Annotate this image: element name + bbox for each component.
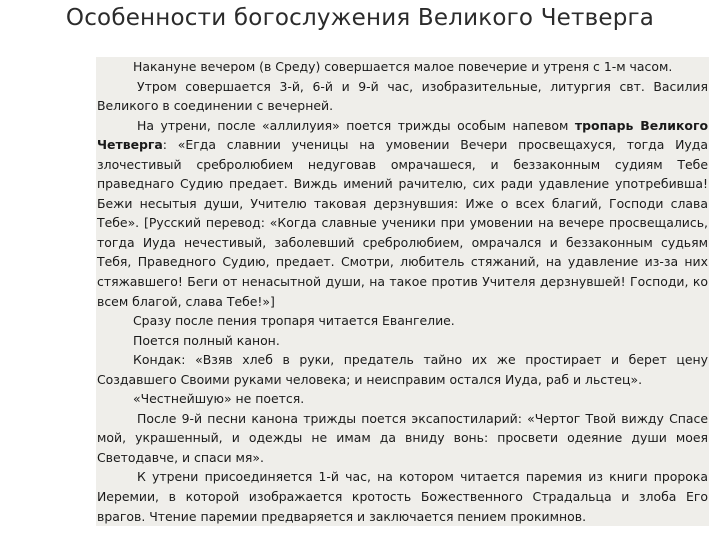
troparion-heading: тропарь Великого Четверга [97, 117, 708, 153]
paragraph-gospel: Сразу после пения тропаря читается Евангелие. [133, 313, 455, 329]
troparion-text: : «Егда славнии ученицы на умовении Вечери просвещахуся, тогда Иуда злочестивый сребролюбием недуговав омрачашеся, и беззаконным судиям Тебе праведнаго Судию предает. Виждь имений рачителю, сих ради удавление употребивша! Бежи несытыя души, Учителю таковая дерзнувшия: Иже о всех благий, Господи слава Тебе». [Русский перевод: «Когда славные ученики при умовении на вечере просвещались, тогда Иуда нечестивый, заболевший сребролюбием, омрачался и беззаконным судьям Тебя, Праведного Судию, предает. Смотри, любитель стяжаний, на удавление из-за них стяжавшего! Беги от ненасытной души, на такое против Учителя дерзнувшей! Господи, ко всем благой, слава Тебе!»] [97, 137, 708, 309]
paragraph-troparion [97, 116, 708, 311]
paragraph-evening: Накануне вечером (в Среду) совершается малое повечерие и утреня с 1-м часом. [133, 59, 673, 74]
troparion-intro: На утрени, после «аллилуия» поется трижды особым напевом [137, 117, 575, 133]
paragraph-kontakion: Кондак: «Взяв хлеб в руки, предатель тайно их же простирает и берет цену Создавшего Своими руками человека; и неисправим остался Иуда, раб и льстец». [97, 352, 708, 387]
paragraph-magnificat: «Честнейшую» не поется. [133, 391, 305, 407]
paragraph-canon: Поется полный канон. [133, 332, 280, 348]
slide-title: Особенности богослужения Великого Четверга [65, 5, 655, 31]
paragraph-first-hour: К утрени присоединяется 1-й час, на котором читается паремия из книги пророка Иеремии, в которой изображается кротость Божественного Страдальца и злоба Его врагов. Чтение паремии предваряется и заключается пением прокимнов. [97, 469, 708, 524]
paragraph-exapostilarion: После 9-й песни канона трижды поется эксапостиларий: «Чертог Твой вижду Спасе мой, украшенный, и одежды не имам да вниду вонь: просвети одеяние души моея Светодавче, и спаси мя». [97, 410, 708, 465]
text-body [96, 57, 709, 526]
paragraph-morning-hours: Утром совершается 3-й, 6-й и 9-й час, изобразительные, литургия свт. Василия Великого в соединении с вечерней. [97, 78, 708, 114]
